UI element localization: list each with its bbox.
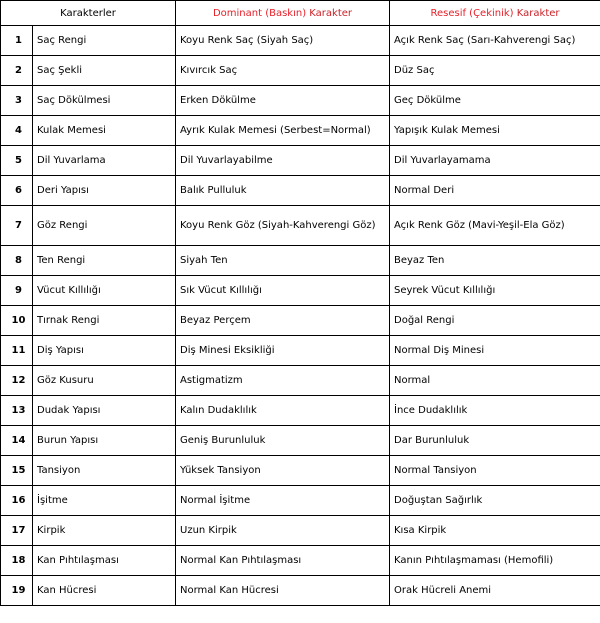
row-number: 1 [1,26,33,56]
header-dominant [176,1,390,26]
recessive-trait: İnce Dudaklılık [390,396,600,426]
row-number: 12 [1,366,33,396]
header-dominant-line2: Karakter [309,7,353,19]
table-row [1,516,600,546]
table-row [1,576,600,606]
dominant-trait: Uzun Kirpik [176,516,390,546]
header-characters [1,1,176,26]
trait-name: Vücut Kıllılığı [33,276,176,306]
trait-name: Tansiyon [33,456,176,486]
recessive-trait: Doğal Rengi [390,306,600,336]
row-number: 11 [1,336,33,366]
trait-name: Saç Rengi [33,26,176,56]
trait-name: Göz Rengi [33,206,176,246]
dominant-trait: Normal Kan Pıhtılaşması [176,546,390,576]
trait-name: Saç Dökülmesi [33,86,176,116]
recessive-trait: Normal Deri [390,176,600,206]
trait-name: Saç Şekli [33,56,176,86]
row-number: 2 [1,56,33,86]
dominant-trait: Balık Pulluluk [176,176,390,206]
row-number: 6 [1,176,33,206]
recessive-trait: Normal Diş Minesi [390,336,600,366]
dominant-trait: Dil Yuvarlayabilme [176,146,390,176]
table-row [1,246,600,276]
recessive-trait: Seyrek Vücut Kıllılığı [390,276,600,306]
row-number: 10 [1,306,33,336]
header-recessive [390,1,600,26]
row-number: 14 [1,426,33,456]
trait-name: Burun Yapısı [33,426,176,456]
dominant-trait: Normal İşitme [176,486,390,516]
table-row [1,306,600,336]
row-number: 5 [1,146,33,176]
trait-name: Göz Kusuru [33,366,176,396]
table-row [1,336,600,366]
table-row [1,546,600,576]
table-row [1,86,600,116]
row-number: 3 [1,86,33,116]
dominant-trait: Erken Dökülme [176,86,390,116]
table-row [1,276,600,306]
dominant-trait: Beyaz Perçem [176,306,390,336]
dominant-trait: Sık Vücut Kıllılığı [176,276,390,306]
row-number: 17 [1,516,33,546]
recessive-trait: Açık Renk Saç (Sarı-Kahverengi Saç) [390,26,600,56]
row-number: 16 [1,486,33,516]
trait-name: Kan Pıhtılaşması [33,546,176,576]
trait-name: Tırnak Rengi [33,306,176,336]
trait-name: Dil Yuvarlama [33,146,176,176]
dominant-trait: Kıvırcık Saç [176,56,390,86]
dominant-trait: Yüksek Tansiyon [176,456,390,486]
table-row [1,116,600,146]
table-header-row [1,1,600,26]
dominant-trait: Siyah Ten [176,246,390,276]
recessive-trait: Açık Renk Göz (Mavi-Yeşil-Ela Göz) [390,206,600,246]
header-dominant-line1: Dominant (Baskın) [212,7,307,19]
row-number: 7 [1,206,33,246]
recessive-trait: Kısa Kirpik [390,516,600,546]
dominant-trait: Kalın Dudaklılık [176,396,390,426]
table-row [1,366,600,396]
row-number: 19 [1,576,33,606]
trait-name: Kan Hücresi [33,576,176,606]
recessive-trait: Yapışık Kulak Memesi [390,116,600,146]
recessive-trait: Normal Tansiyon [390,456,600,486]
recessive-trait: Doğuştan Sağırlık [390,486,600,516]
dominant-trait: Diş Minesi Eksikliği [176,336,390,366]
trait-name: İşitme [33,486,176,516]
table-row [1,146,600,176]
trait-name: Kirpik [33,516,176,546]
dominant-trait: Geniş Burunluluk [176,426,390,456]
row-number: 8 [1,246,33,276]
dominant-trait: Normal Kan Hücresi [176,576,390,606]
table-row [1,456,600,486]
recessive-trait: Kanın Pıhtılaşmaması (Hemofili) [390,546,600,576]
table-row [1,56,600,86]
trait-name: Ten Rengi [33,246,176,276]
recessive-trait: Dil Yuvarlayamama [390,146,600,176]
header-recessive-line2: Karakter [516,7,560,19]
row-number: 15 [1,456,33,486]
recessive-trait: Dar Burunluluk [390,426,600,456]
header-recessive-line1: Resesif (Çekinik) [430,7,514,19]
table-row [1,426,600,456]
recessive-trait: Geç Dökülme [390,86,600,116]
trait-name: Dudak Yapısı [33,396,176,426]
trait-name: Kulak Memesi [33,116,176,146]
header-characters-label: Karakterler [60,7,116,19]
recessive-trait: Orak Hücreli Anemi [390,576,600,606]
row-number: 9 [1,276,33,306]
table-row [1,176,600,206]
trait-name: Diş Yapısı [33,336,176,366]
dominant-trait: Ayrık Kulak Memesi (Serbest=Normal) [176,116,390,146]
trait-name: Deri Yapısı [33,176,176,206]
table-row [1,486,600,516]
recessive-trait: Beyaz Ten [390,246,600,276]
dominant-trait: Koyu Renk Saç (Siyah Saç) [176,26,390,56]
row-number: 13 [1,396,33,426]
table-row [1,26,600,56]
row-number: 18 [1,546,33,576]
table-row [1,396,600,426]
recessive-trait: Düz Saç [390,56,600,86]
dominant-trait: Astigmatizm [176,366,390,396]
row-number: 4 [1,116,33,146]
recessive-trait: Normal [390,366,600,396]
dominant-trait: Koyu Renk Göz (Siyah-Kahverengi Göz) [176,206,390,246]
table-row [1,206,600,246]
